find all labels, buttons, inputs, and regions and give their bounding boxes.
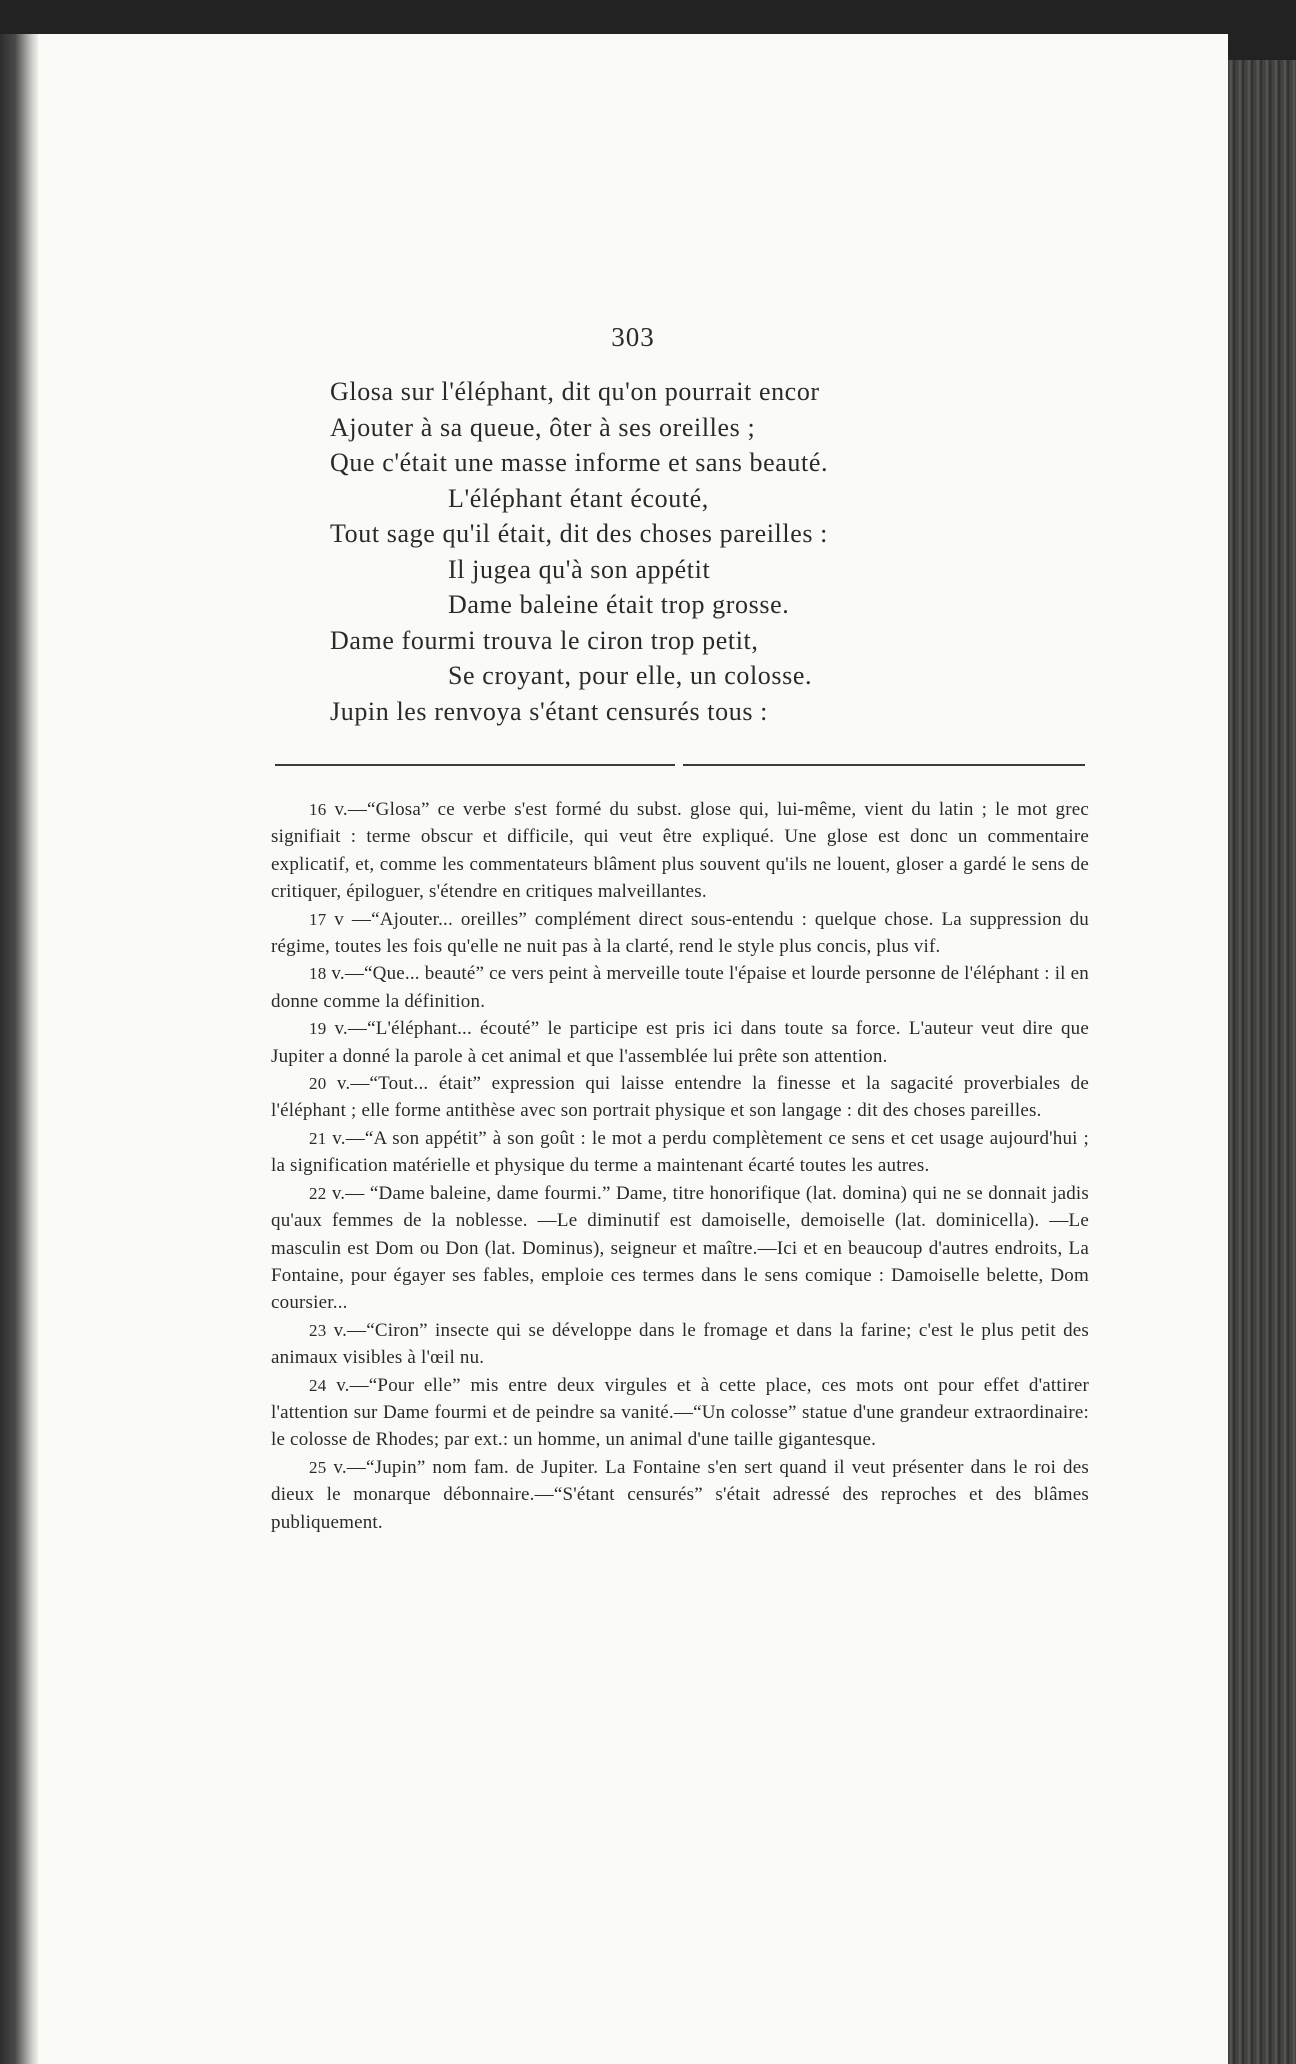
footnotes: [271, 796, 1089, 1536]
footnote: [271, 1454, 1089, 1536]
book-page: [38, 34, 1228, 2064]
footnote-separator: [275, 764, 1085, 766]
footnote-text: v.—“A son appétit” à son goût : le mot a perdu complètement ce sens et cet usage aujourd'hui ; la signification matérielle et physique du terme a maintenant écarté toutes les autres.: [271, 1127, 1089, 1177]
footnote-text: v —“Ajouter... oreilles” complément direct sous-entendu : quelque chose. La suppression du régime, toutes les fois qu'elle ne nuit pas à la clarté, rend le style plus concis, plus vif.: [271, 908, 1089, 958]
footnote-number: 16: [309, 800, 327, 819]
verse-line: Il jugea qu'à son appétit: [448, 554, 711, 584]
separator-rule-right: [683, 764, 1085, 766]
verse-line: Ajouter à sa queue, ôter à ses oreilles ;: [330, 412, 756, 442]
footnote-number: 18: [309, 964, 327, 984]
footnote-text: v.—“Jupin” nom fam. de Jupiter. La Fontaine s'en sert quand il veut présenter dans le roi des dieux le monarque débonnaire.—“S'étant censurés” s'était adressé des reproches et des blâmes publiquement.: [271, 1456, 1089, 1533]
footnote-text: v.—“Que... beauté” ce vers peint à merveille toute l'épaise et lourde personne de l'éléphant : il en donne comme la définition.: [271, 963, 1089, 1012]
footnote: [271, 1015, 1089, 1070]
footnote-number: 22: [309, 1183, 327, 1203]
verse-line: Glosa sur l'éléphant, dit qu'on pourrait encor: [330, 377, 820, 406]
footnote-text: v.—“Glosa” ce verbe s'est formé du subst. glose qui, lui-même, vient du latin ; le mot grec signifiait : terme obscur et difficile, qui veut être expliqué. Une glose est donc un commentaire explicatif, et, comme les commentateurs blâment plus souvent qu'ils ne louent, gloser a gardé le sens de critiquer, épiloguer, s'étendre en critiques malveillantes.: [271, 799, 1089, 903]
footnote-number: 19: [309, 1019, 327, 1039]
verse-line: Que c'était une masse informe et sans beauté.: [330, 448, 829, 477]
footnote: [271, 960, 1089, 1015]
footnote-text: v.—“L'éléphant... écouté” le participe est pris ici dans toute sa force. L'auteur veut dire que Jupiter a donné la parole à cet animal et que l'assemblée lui prête son attention.: [271, 1018, 1089, 1067]
footnote-number: 23: [309, 1320, 327, 1340]
footnote: [271, 796, 1089, 906]
fable-verse: [330, 374, 1010, 729]
page-left-edge: [0, 34, 38, 2064]
page-number: 303: [611, 322, 655, 352]
verse-line: Dame fourmi trouva le ciron trop petit,: [330, 625, 759, 655]
verse-line: L'éléphant étant écouté,: [448, 483, 709, 513]
footnote-number: 24: [309, 1375, 327, 1395]
verse-line: Dame baleine était trop grosse.: [448, 590, 790, 619]
footnote: [271, 906, 1089, 961]
footnote: [271, 1125, 1089, 1180]
separator-rule-left: [275, 764, 675, 766]
footnote-text: v.—“Tout... était” expression qui laisse entendre la finesse et la sagacité proverbiales de l'éléphant ; elle forme antithèse avec son portrait physique et son langage : dit des choses pareilles.: [271, 1073, 1090, 1122]
verse-line: Se croyant, pour elle, un colosse.: [448, 661, 813, 690]
verse-line: Tout sage qu'il était, dit des choses pareilles :: [330, 519, 828, 548]
footnote-number: 17: [309, 909, 327, 929]
footnote-number: 21: [309, 1128, 327, 1148]
footnote-number: 25: [309, 1457, 327, 1477]
footnote: [271, 1372, 1089, 1454]
footnote-text: v.— “Dame baleine, dame fourmi.” Dame, titre honorifique (lat. domina) qui ne se donnait jadis qu'aux femmes de la noblesse. —Le diminutif est damoiselle, demoiselle (lat. dominicella). —Le masculin est Dom ou Don (lat. Dominus), seigneur et maître.—Ici et en beaucoup d'autres endroits, La Fontaine, pour égayer ses fables, emploie ces termes dans le sens comique : Damoiselle belette, Dom coursier...: [271, 1182, 1090, 1314]
verse-line: Jupin les renvoya s'étant censurés tous :: [330, 696, 768, 726]
footnote: [271, 1070, 1089, 1125]
footnote-number: 20: [309, 1074, 327, 1094]
footnote: [271, 1180, 1089, 1317]
footnote-text: v.—“Pour elle” mis entre deux virgules et à cette place, ces mots ont pour effet d'attirer l'attention sur Dame fourmi et de peindre sa vanité.—“Un colosse” statue d'une grandeur extraordinaire: le colosse de Rhodes; par ext.: un homme, un animal d'une taille gigantesque.: [271, 1374, 1090, 1451]
book-spine-edge: [1228, 60, 1296, 2064]
footnote-text: v.—“Ciron” insecte qui se développe dans le fromage et dans la farine; c'est le plus petit des animaux visibles à l'œil nu.: [271, 1319, 1090, 1369]
footnote: [271, 1317, 1089, 1372]
